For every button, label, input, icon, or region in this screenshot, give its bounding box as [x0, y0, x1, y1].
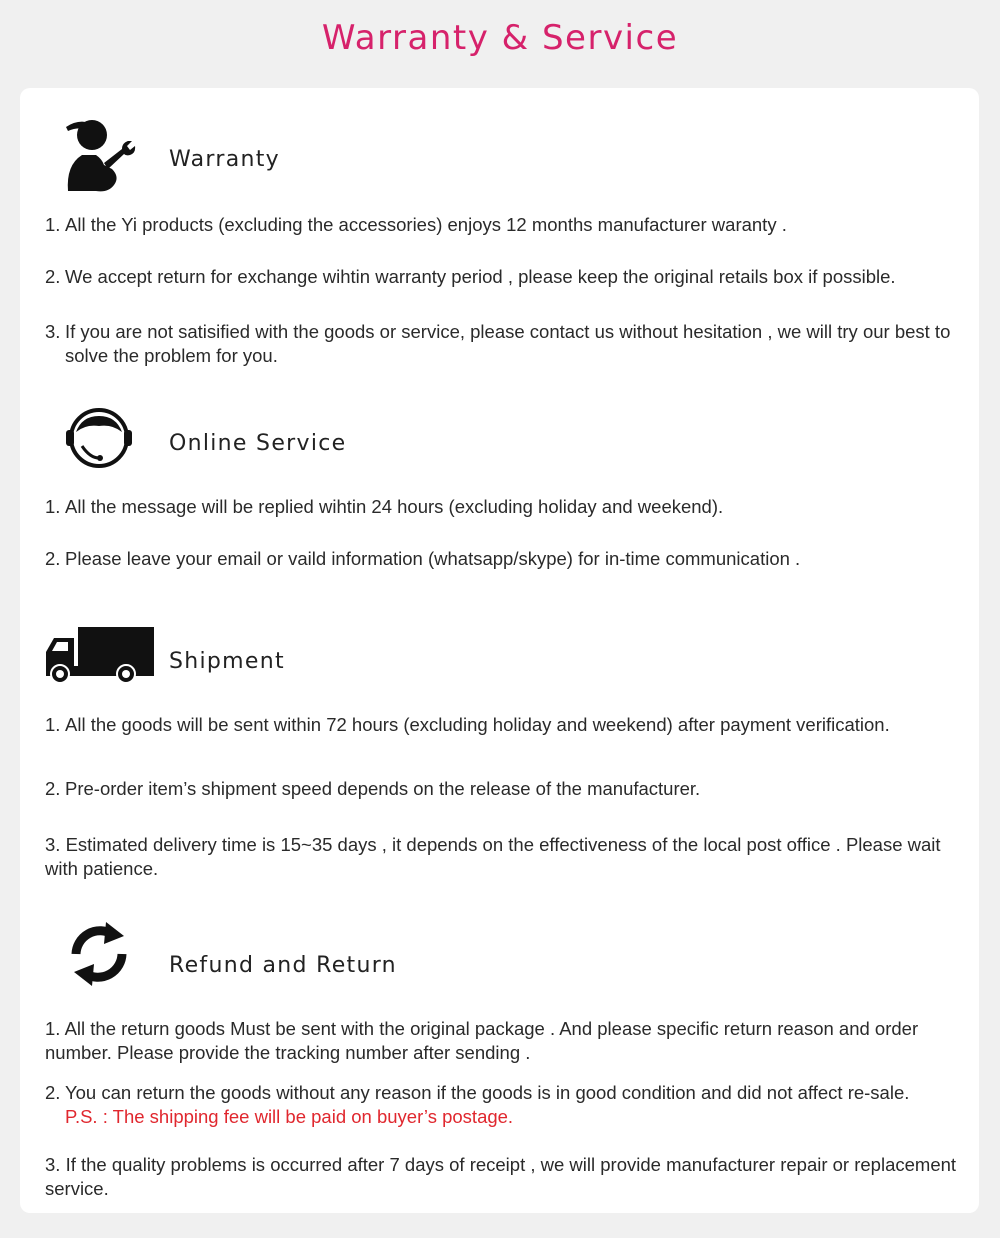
section-warranty-header [20, 113, 979, 203]
shipment-item-3: 3. Estimated delivery time is 15~35 days , it depends on the effectiveness of the local post office . Please wait with patience. [45, 834, 941, 879]
section-title-online-service: Online Service [169, 431, 347, 456]
refund-item-2: 2. You can return the goods without any reason if the goods is in good condition and did not affect re-sale. P.S. : The shipping fee will be paid on buyer’s postage. [45, 1081, 980, 1129]
refund-item-3: 3. If the quality problems is occurred after 7 days of receipt , we will provide manufacturer repair or replacement service. [45, 1154, 957, 1199]
section-refund-return-header [20, 914, 979, 1004]
content-card [20, 88, 979, 1213]
warranty-item-2: 2. We accept return for exchange wihtin warranty period , please keep the original retails box if possible. [45, 266, 896, 287]
warranty-item-3: 3. If you are not satisified with the goods or service, please contact us without hesitation , we will try our best to solve the problem for you. [45, 321, 951, 366]
warranty-item-1: 1. All the Yi products (excluding the accessories) enjoys 12 months manufacturer waranty . [45, 214, 787, 235]
section-title-shipment: Shipment [169, 649, 285, 674]
online-service-item-1: 1. All the message will be replied wihtin 24 hours (excluding holiday and weekend). [45, 496, 724, 517]
section-online-service-header [20, 398, 979, 488]
refresh-arrows-icon [42, 914, 158, 1004]
online-service-item-2: 2. Please leave your email or vaild information (whatsapp/skype) for in-time communication . [45, 548, 801, 569]
page-title: Warranty & Service [321, 18, 679, 58]
section-title-refund-return: Refund and Return [169, 953, 397, 978]
section-title-warranty: Warranty [169, 147, 281, 172]
headset-agent-icon [42, 398, 158, 488]
shipment-item-2: 2. Pre-order item’s shipment speed depends on the release of the manufacturer. [45, 778, 701, 799]
truck-icon [44, 616, 160, 706]
section-shipment-header [20, 616, 979, 706]
technician-wrench-icon [42, 113, 158, 203]
shipment-item-1: 1. All the goods will be sent within 72 hours (excluding holiday and weekend) after payment verification. [45, 714, 890, 735]
shipping-fee-note: P.S. : The shipping fee will be paid on buyer’s postage. [65, 1106, 514, 1127]
refund-item-1: 1. All the return goods Must be sent with the original package . And please specific return reason and order number. Please provide the tracking number after sending . [45, 1018, 919, 1063]
